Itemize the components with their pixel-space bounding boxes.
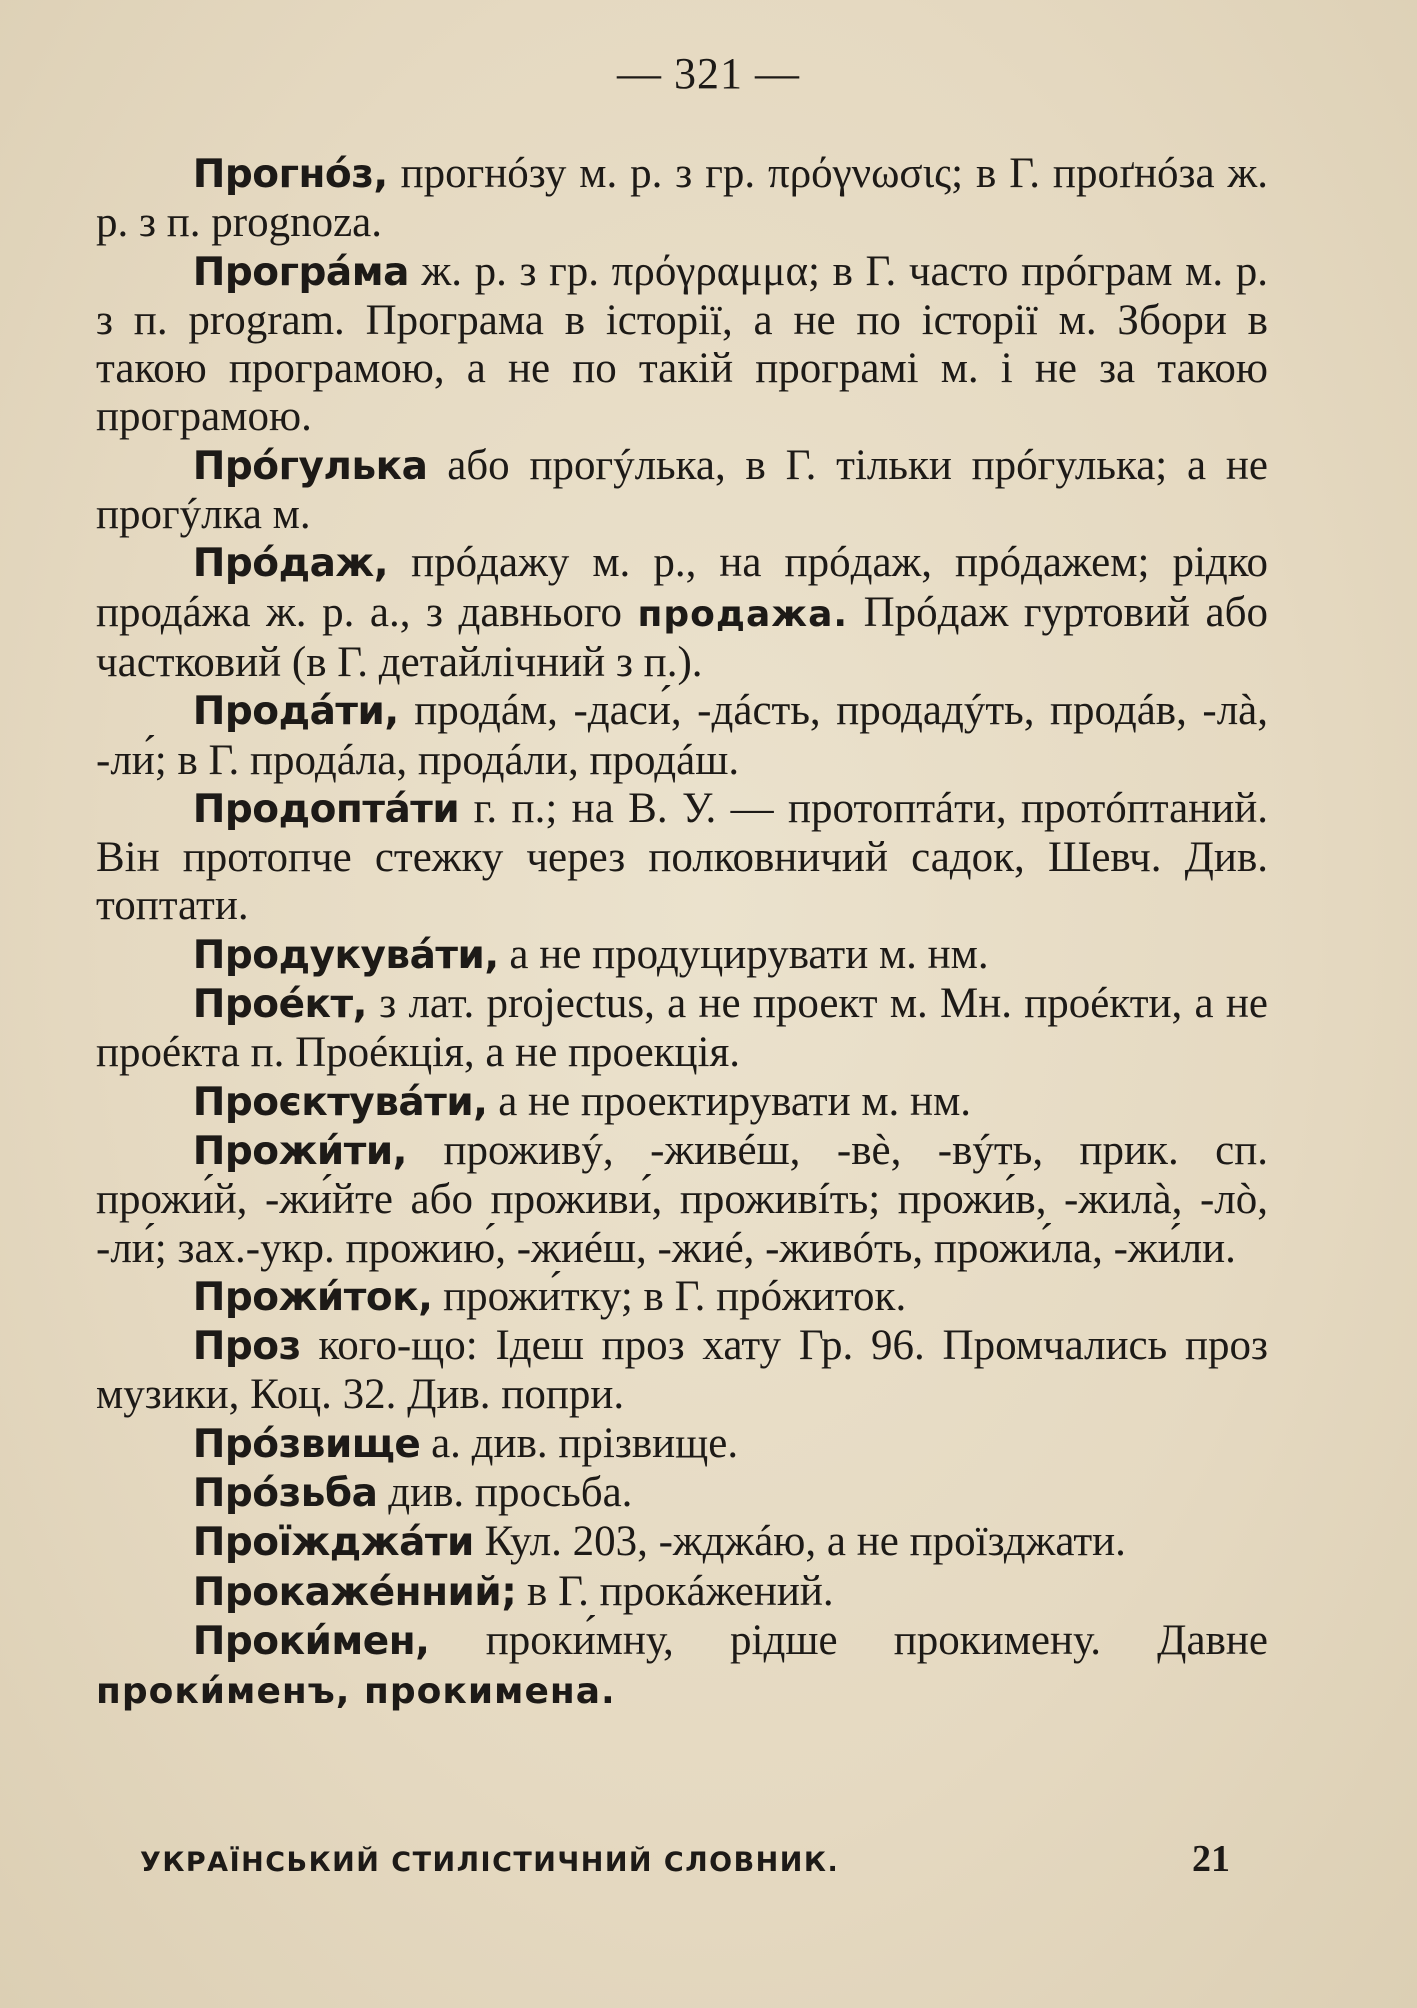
- entry-body: див. просьба.: [377, 1469, 633, 1517]
- entry-produkuvaty: [96, 931, 1268, 980]
- signature-mark: 21: [1192, 1838, 1230, 1880]
- entry-prozhytok: [96, 1273, 1268, 1322]
- entry-body: а. див. прізвище.: [420, 1419, 739, 1467]
- dictionary-entries: [96, 150, 1268, 1717]
- entry-body: прóдажу м. р., на прóдаж, прóдажем; рідко продáжа ж. р. а., з давнього: [96, 539, 1268, 636]
- old-form: проки́менъ, прокимена.: [96, 1671, 616, 1713]
- entry-body: прогнóзу м. р. з гр. πρόγνωσις; в Г. проґнóза ж. р. з п. prognoza.: [96, 150, 1268, 247]
- headword: Прóдаж,: [192, 541, 389, 587]
- entry-body: кого-що: Ідеш проз хату Гр. 96. Промчались проз музики, Коц. 32. Див. попри.: [96, 1322, 1268, 1419]
- entry-body: з лат. projectus, а не проект м. Мн. проéкти, а не проéкта п. Проéкція, а не проекція.: [96, 980, 1268, 1077]
- headword: Проéкт,: [192, 982, 367, 1028]
- entry-body: в Г. прокáжений.: [516, 1567, 834, 1615]
- entry-body: або прогýлька, в Г. тільки прóгулька; а не прогýлка м.: [96, 441, 1268, 539]
- entry-prozba: [96, 1469, 1268, 1518]
- entry-body: г. п.; на В. У. — протоптáти, протóптаний. Він протопче стежку через полковничий садок, Шевч. Див. топтати.: [96, 784, 1268, 930]
- headword: Прогнóз,: [192, 152, 388, 197]
- headword: Прóгулька: [192, 443, 428, 489]
- entry-body: а не проектирувати м. нм.: [487, 1077, 972, 1125]
- headword: Продáти,: [192, 689, 399, 735]
- entry-proizhdzhaty: [96, 1518, 1268, 1567]
- entry-body: а не продуцирувати м. нм.: [498, 930, 989, 978]
- entry-prokymen: [96, 1617, 1268, 1717]
- entry-proektuvaty: [96, 1078, 1268, 1127]
- entry-proz: [96, 1322, 1268, 1420]
- headword: Прожи́ток,: [192, 1274, 433, 1320]
- page-number: — 321 —: [617, 49, 800, 98]
- running-title: УКРАЇНСЬКИЙ СТИЛІСТИЧНИЙ СЛОВНИК.: [140, 1847, 840, 1878]
- entry-body: Кул. 203, -жджáю, а не проїзджати.: [473, 1518, 1126, 1566]
- entry-body: проживý, -живéш, -вè, -вýть, прик. сп. прожи́й, -жи́йте або проживи́, проживíть; прожи́в, -жилà, -лò, -ли́; зах.-укр. прожию́, -жиéш, -жиé, -живóть, прожи́ла, -жи́ли.: [96, 1126, 1268, 1272]
- entry-body: проки́мну, рідше прокимену. Давне: [429, 1616, 1268, 1664]
- headword: Проїжджáти: [192, 1520, 474, 1566]
- headword: Проз: [192, 1324, 301, 1370]
- entry-programa: [96, 248, 1268, 442]
- old-form: продажа.: [637, 593, 849, 635]
- headword: Прóзвище: [192, 1421, 421, 1467]
- headword: Проєктувáти,: [192, 1079, 488, 1125]
- headword: Проки́мен,: [192, 1618, 430, 1664]
- entry-prozvyshche: [96, 1420, 1268, 1469]
- headword: Прожи́ти,: [192, 1128, 407, 1174]
- headword: Продукувáти,: [192, 932, 499, 978]
- page-footer: [140, 1837, 1230, 1881]
- headword: Прóзьба: [192, 1471, 378, 1517]
- entry-prodoptaty: [96, 785, 1268, 931]
- entry-prodaty: [96, 687, 1268, 785]
- entry-prozhyty: [96, 1127, 1268, 1273]
- entry-body: прожи́тку; в Г. прóжиток.: [432, 1272, 907, 1320]
- entry-progulka: [96, 442, 1268, 540]
- headword: Продоптáти: [192, 786, 460, 832]
- entry-prokazhennyi: [96, 1568, 1268, 1617]
- entry-body-continued: Прóдаж гуртовий або частковий (в Г. детайлічний з п.).: [96, 588, 1268, 686]
- entry-body: ж. р. з гр. πρόγραμμα; в Г. часто прóграм м. р. з п. program. Програма в історії, а не по історії м. Збори в такою програмою, а не по такій програмі м. і не за такою програмою.: [96, 247, 1268, 441]
- entry-prodazh: [96, 539, 1268, 687]
- entry-prognoz: [96, 150, 1268, 248]
- headword: Прокажéнний;: [192, 1569, 517, 1615]
- entry-proekt: [96, 980, 1268, 1078]
- entry-body: продáм, -даси́, -дáсть, продадýть, продáв, -лà, -ли́; в Г. продáла, продáли, продáш.: [96, 687, 1268, 784]
- headword: Прогрáма: [192, 249, 409, 295]
